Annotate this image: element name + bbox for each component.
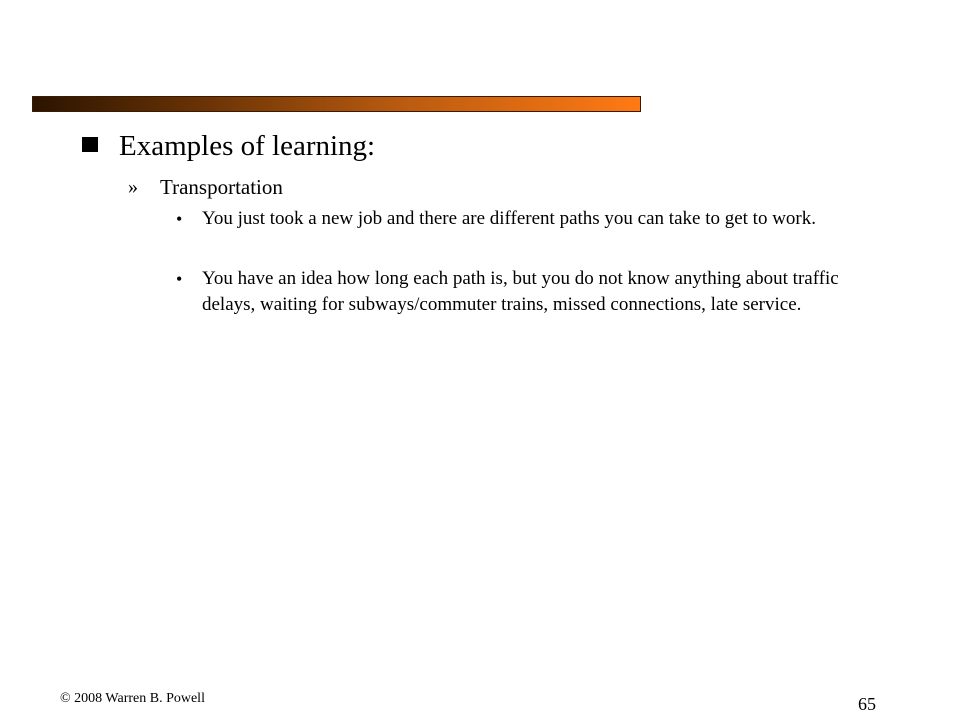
- title-gradient-bar: [32, 96, 641, 112]
- page-number: 65: [858, 694, 876, 714]
- chevron-bullet-icon: »: [128, 176, 138, 198]
- square-bullet-icon: [82, 137, 98, 152]
- dot-bullet-icon: •: [176, 269, 183, 289]
- bullet-text: You have an idea how long each path is, but you do not know anything about traffic delays, waiting for subways/commuter trains, missed connections, late service.: [202, 268, 839, 315]
- dot-bullet-icon: •: [176, 209, 183, 229]
- slide-heading: Examples of learning:: [119, 130, 376, 162]
- copyright-footer: © 2008 Warren B. Powell: [60, 691, 205, 706]
- subheading: Transportation: [160, 175, 283, 199]
- bullet-text: You just took a new job and there are different paths you can take to get to work.: [202, 208, 817, 229]
